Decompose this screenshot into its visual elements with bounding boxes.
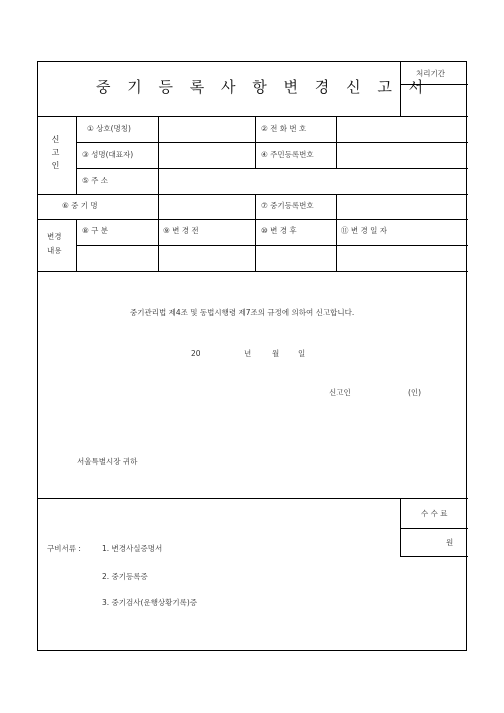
change-side-label-1: 변경 (47, 232, 62, 241)
phone-label: ② 전 화 번 호 (261, 124, 307, 133)
attachment-item: 1. 변경사실증명서 (102, 544, 163, 553)
attachment-item: 3. 중기검사(운행상황기록)증 (102, 598, 198, 607)
registration-change-form (37, 61, 467, 651)
declaration-statement: 중기관리법 제4조 및 동법시행령 제7조의 규정에 의하여 신고합니다. (130, 308, 355, 317)
fee-label: 수 수 료 (421, 509, 448, 518)
applicant-signature-label: 신고인 (329, 388, 351, 397)
date-year-prefix: 20 (191, 349, 201, 358)
resident-no-label: ④ 주민등록번호 (261, 150, 314, 159)
fee-unit: 원 (446, 538, 454, 547)
recipient-label: 서울특별시장 귀하 (77, 457, 138, 466)
change-side-label-2: 내용 (47, 246, 62, 255)
form-title: 중 기 등 록 사 항 변 경 신 고 서 (96, 78, 430, 96)
equipment-reg-no-label: ⑦ 중기등록번호 (261, 201, 314, 210)
representative-label: ③ 성명(대표자) (82, 150, 134, 159)
change-col-date: ⑪ 변 경 일 자 (341, 226, 388, 235)
change-col-before: ⑨ 변 경 전 (163, 226, 199, 235)
address-label: ⑤ 주 소 (82, 176, 108, 185)
date-month: 월 (272, 349, 280, 358)
date-day: 일 (298, 349, 306, 358)
equipment-name-label: ⑥ 중 기 명 (62, 201, 98, 210)
seal-label: (인) (408, 388, 422, 397)
change-col-type: ⑧ 구 분 (82, 226, 108, 235)
processing-period-label: 처리기간 (416, 69, 445, 78)
attachment-item: 2. 중기등록증 (102, 572, 148, 581)
date-year: 년 (244, 349, 252, 358)
attachments-label: 구비서류 : (47, 544, 81, 553)
applicant-side-label: 신고인 (51, 135, 60, 174)
trade-name-label: ① 상호(명칭) (87, 124, 131, 133)
change-col-after: ⑩ 변 경 후 (261, 226, 297, 235)
